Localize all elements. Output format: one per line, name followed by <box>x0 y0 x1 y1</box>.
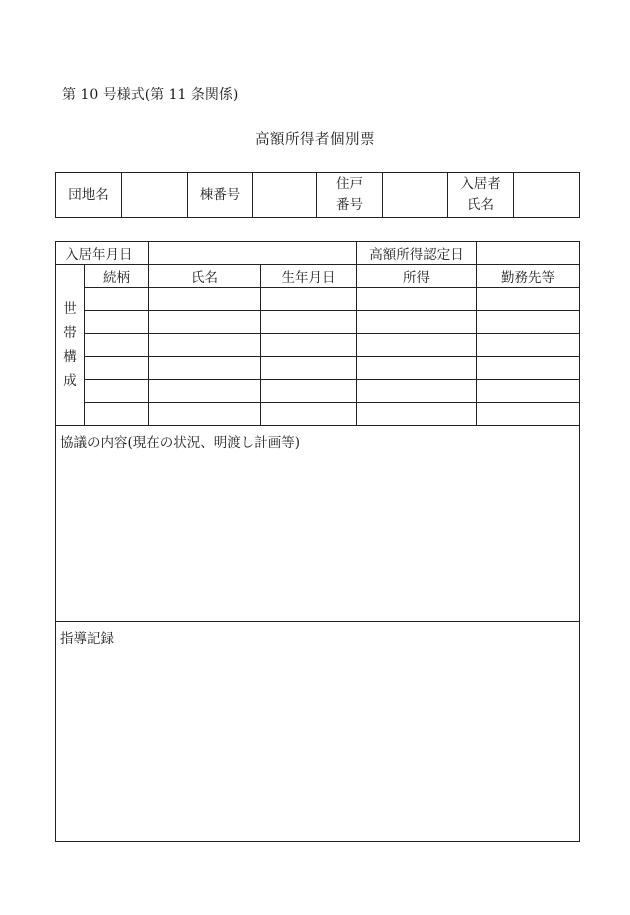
danchi-label: 団地名 <box>56 173 122 218</box>
col-income: 所得 <box>357 265 477 288</box>
table-row <box>56 288 580 311</box>
move-in-date-field[interactable] <box>149 242 357 265</box>
form-title: 高額所得者個別票 <box>255 132 375 148</box>
table-row <box>56 311 580 334</box>
guidance-section[interactable] <box>56 622 580 842</box>
basic-info-table <box>55 172 580 218</box>
tou-label: 棟番号 <box>188 173 253 218</box>
household-label: 世 帯 構 成 <box>56 265 85 426</box>
tou-field[interactable] <box>253 173 317 218</box>
juko-label: 住戸 番号 <box>317 173 383 218</box>
nyukyo-label: 入居者 氏名 <box>448 173 514 218</box>
certified-date-field[interactable] <box>477 242 580 265</box>
table-row <box>56 380 580 403</box>
household-table <box>55 241 580 842</box>
col-workplace: 勤務先等 <box>477 265 580 288</box>
nyukyo-field[interactable] <box>514 173 580 218</box>
move-in-date-label: 入居年月日 <box>56 242 149 265</box>
danchi-field[interactable] <box>122 173 188 218</box>
col-name: 氏名 <box>149 265 261 288</box>
juko-field[interactable] <box>383 173 448 218</box>
col-birthdate: 生年月日 <box>261 265 357 288</box>
table-row <box>56 403 580 426</box>
discussion-section[interactable] <box>56 426 580 622</box>
discussion-label: 協議の内容(現在の状況、明渡し計画等) <box>60 435 301 451</box>
certified-date-label: 高額所得認定日 <box>357 242 477 265</box>
form-number: 第 10 号様式(第 11 条関係) <box>62 87 239 103</box>
guidance-label: 指導記録 <box>60 631 114 647</box>
table-row <box>56 334 580 357</box>
table-row <box>56 357 580 380</box>
col-relation: 続柄 <box>85 265 149 288</box>
